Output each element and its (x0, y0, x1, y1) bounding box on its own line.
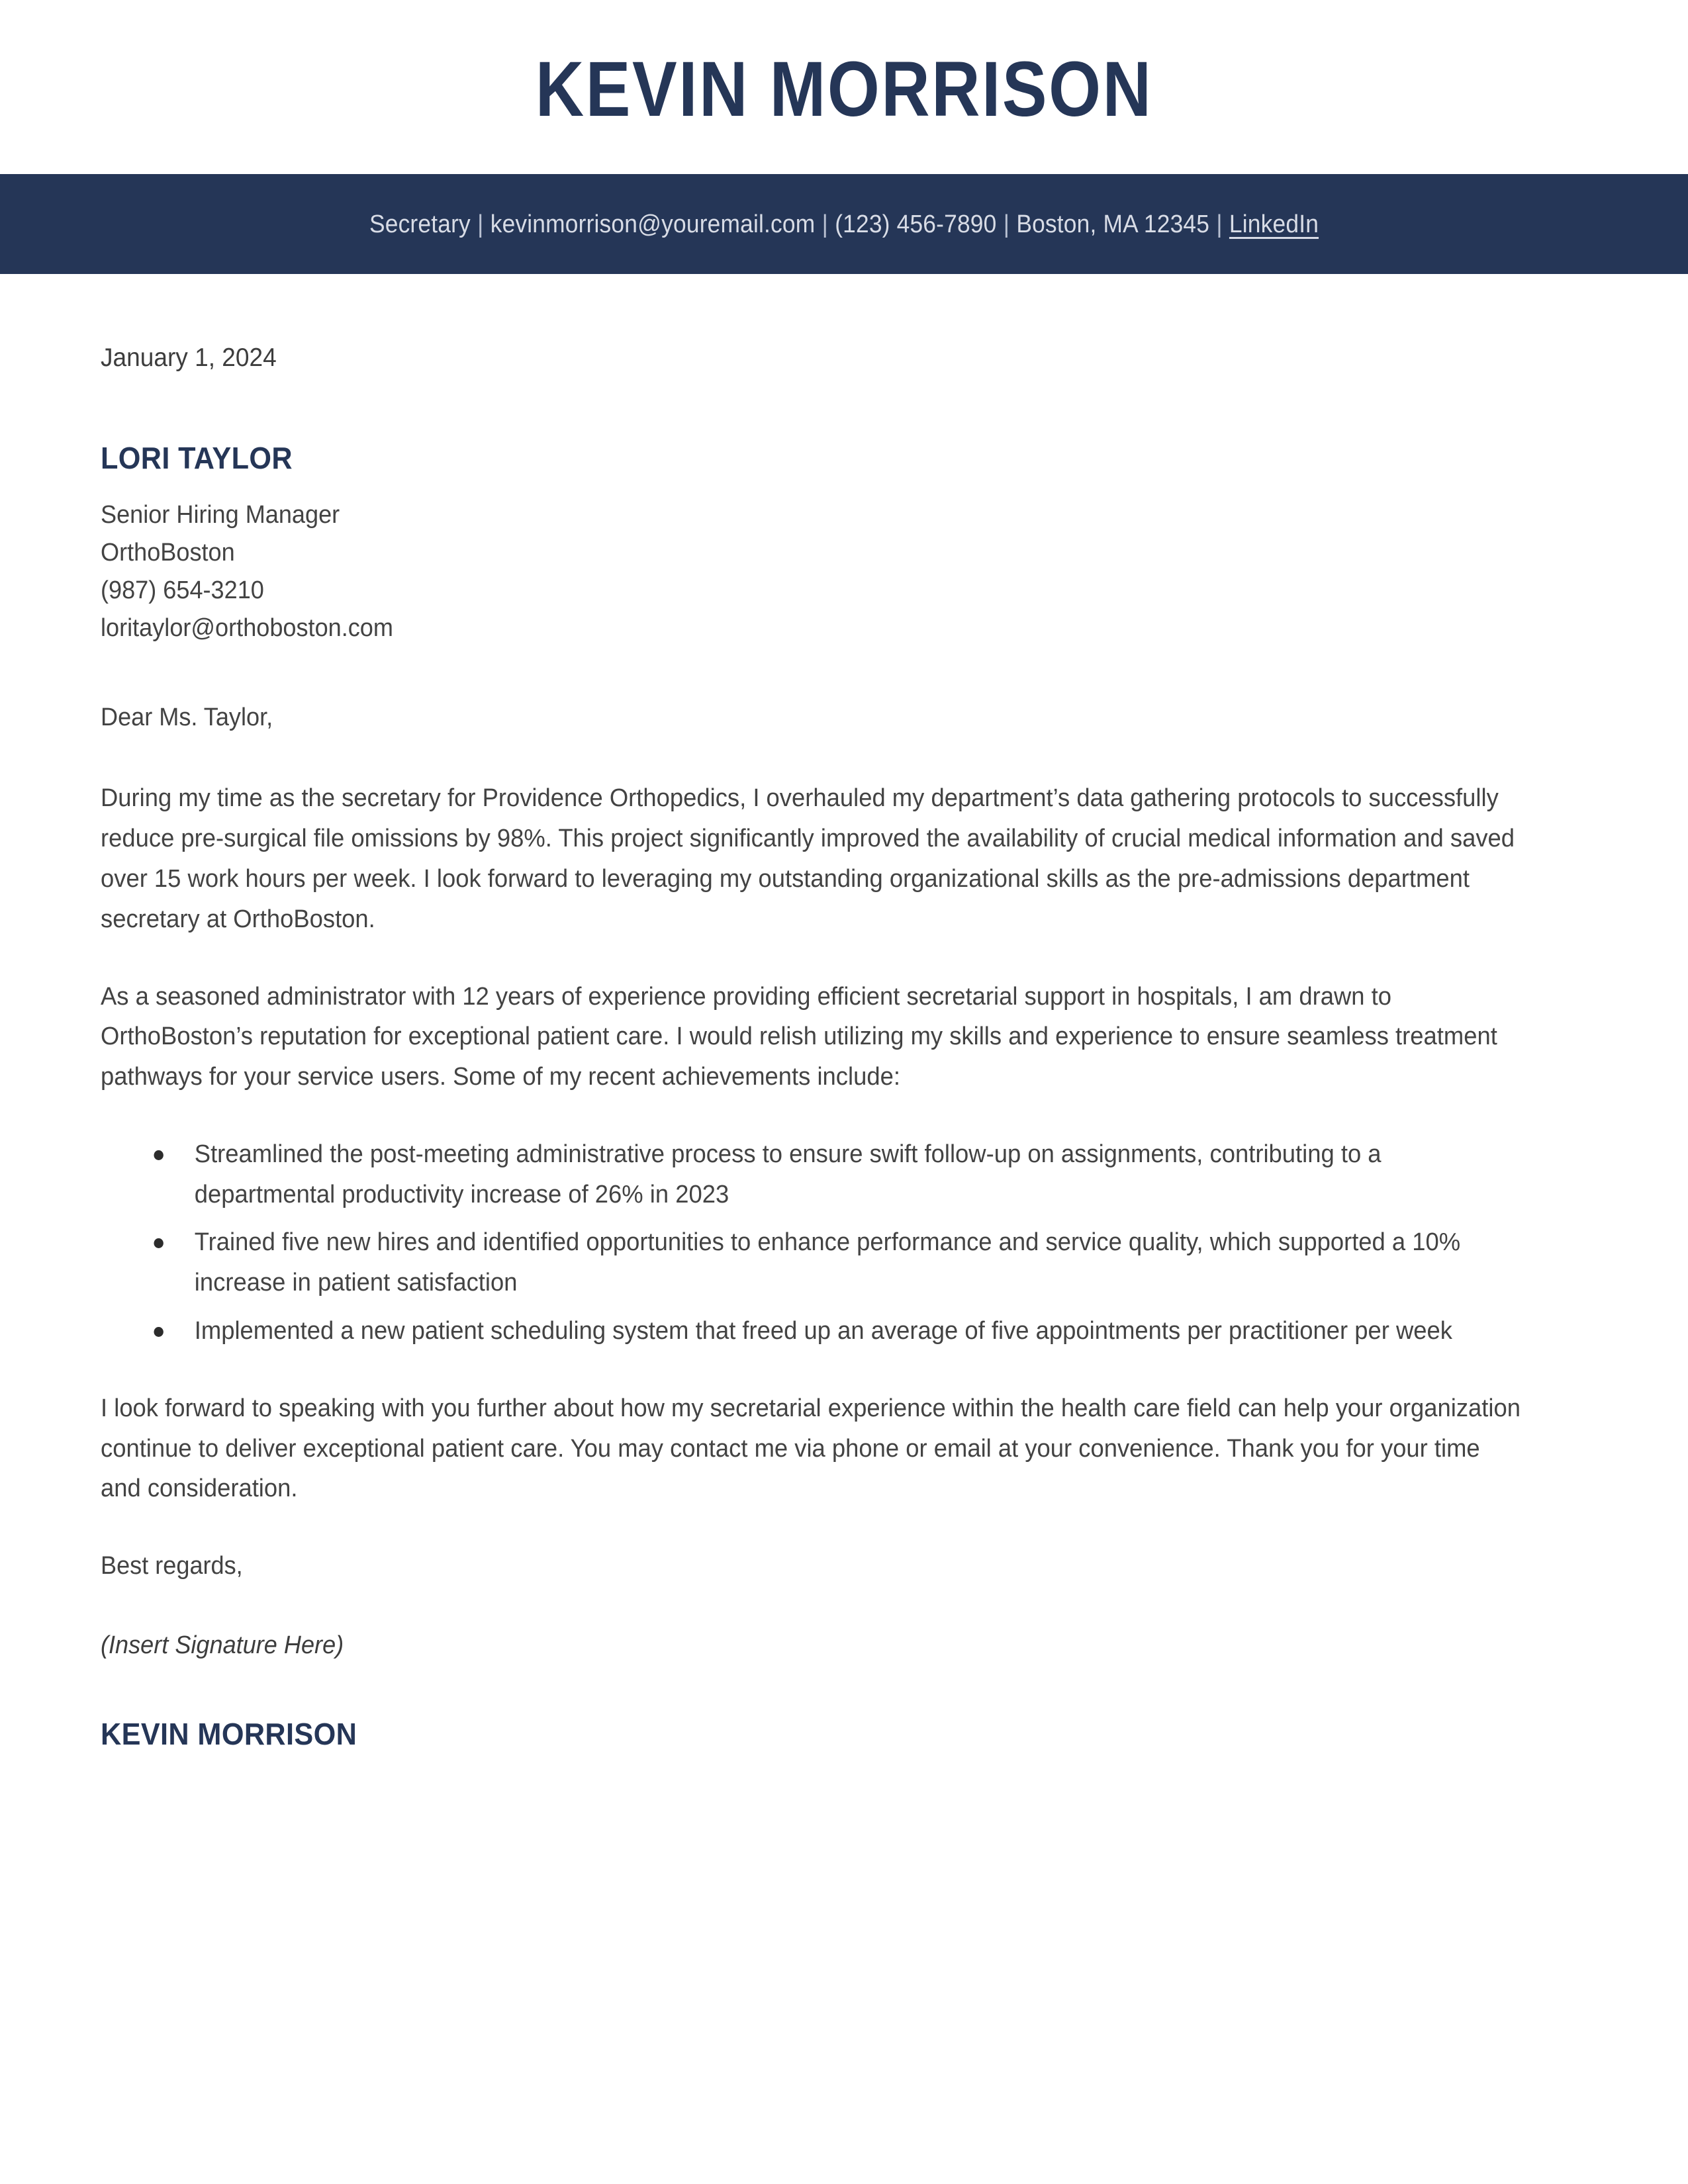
contact-band (0, 174, 1688, 274)
achievements-list (101, 1134, 1525, 1351)
contact-separator: | (477, 210, 484, 238)
recipient-name: LORI TAYLOR (101, 440, 293, 475)
contact-location: Boston, MA 12345 (1016, 210, 1210, 238)
contact-line (369, 212, 1319, 237)
body-paragraph-1: During my time as the secretary for Providence Orthopedics, I overhauled my department’s data gathering protocols to successfully reduce pre-surgical file omissions by 98%. This project significantly improved the availability of crucial medical information and saved over 15 work hours per week. I look forward to leveraging my outstanding organizational skills as the pre-admissions department secretary at OrthoBoston. (101, 784, 1515, 933)
closing-salutation: Best regards, (101, 1552, 243, 1580)
contact-job-title: Secretary (369, 210, 471, 238)
linkedin-link[interactable]: LinkedIn (1229, 210, 1319, 238)
list-item: Streamlined the post-meeting administrative process to ensure swift follow-up on assignments, contributing to a departmental productivity increase of 26% in 2023 (138, 1134, 1525, 1215)
contact-email[interactable]: kevinmorrison@youremail.com (490, 210, 816, 238)
salutation: Dear Ms. Taylor, (101, 704, 273, 732)
letter-body (0, 274, 1688, 1758)
recipient-company: OrthoBoston (101, 539, 235, 567)
letter-date: January 1, 2024 (101, 343, 277, 372)
contact-separator: | (1216, 210, 1223, 238)
list-item: Implemented a new patient scheduling system that freed up an average of five appointments per practitioner per week (138, 1311, 1525, 1351)
list-item: Trained five new hires and identified opportunities to enhance performance and service quality, which supported a 10% increase in patient satisfaction (138, 1222, 1525, 1303)
applicant-name-heading: KEVIN MORRISON (535, 45, 1153, 133)
body-paragraph-2: As a seasoned administrator with 12 years of experience providing efficient secretarial support in hospitals, I am drawn to OrthoBoston’s reputation for exceptional patient care. I would relish utilizing my skills and experience to ensure seamless treatment pathways for your service users. Some of my recent achievements include: (101, 982, 1497, 1091)
signature-name: KEVIN MORRISON (101, 1717, 357, 1752)
signature-placeholder: (Insert Signature Here) (101, 1631, 344, 1660)
contact-separator: | (821, 210, 828, 238)
letter-header (0, 0, 1688, 174)
recipient-title: Senior Hiring Manager (101, 501, 340, 529)
recipient-email: loritaylor@orthoboston.com (101, 614, 393, 643)
contact-phone[interactable]: (123) 456-7890 (835, 210, 997, 238)
recipient-address-block (101, 496, 1587, 647)
body-paragraph-final: I look forward to speaking with you further about how my secretarial experience within the health care field can help your organization continue to deliver exceptional patient care. You may contact me via phone or email at your convenience. Thank you for your time and consideration. (101, 1394, 1521, 1503)
recipient-phone: (987) 654-3210 (101, 576, 264, 605)
contact-separator: | (1003, 210, 1010, 238)
